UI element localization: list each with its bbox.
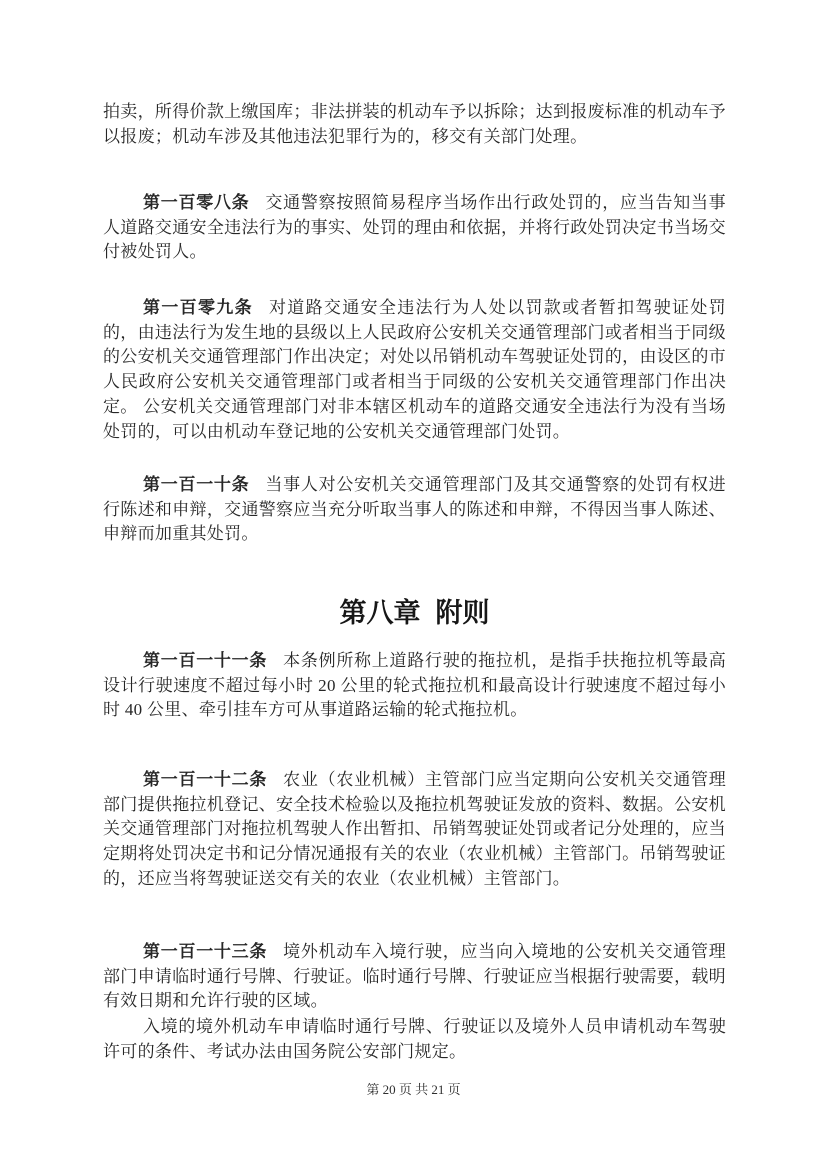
- paragraph-text: 当事人对公安机关交通管理部门及其交通警察的处罚有权进行陈述和申辩，交通警察应当充分听取当事人的陈述和申辩，不得因当事人陈述、申辩而加重其处罚。: [103, 475, 726, 544]
- para-article-110: [103, 473, 726, 547]
- para-article-111: [103, 649, 726, 723]
- article-number: 第一百零八条: [143, 193, 250, 212]
- article-number: 第一百一十三条: [143, 942, 268, 961]
- para-article-113: [103, 940, 726, 1014]
- paragraph-text: 公安机关交通管理部门对非本辖区机动车的道路交通安全违法行为没有当场处罚的，可以由机动车登记地的公安机关交通管理部门处罚。: [103, 397, 726, 441]
- para-article-113-sub: [103, 1015, 726, 1064]
- para-article-112: [103, 768, 726, 892]
- page-footer: [0, 1081, 827, 1099]
- article-number: 第一百一十一条: [143, 651, 268, 670]
- paragraph-text: 农业（农业机械）主管部门应当定期向公安机关交通管理部门提供拖拉机登记、安全技术检验以及拖拉机驾驶证发放的资料、数据。公安机关交通管理部门对拖拉机驾驶人作出暂扣、吊销驾驶证处罚或者记分处理的，应当定期将处罚决定书和记分情况通报有关的农业（农业机械）主管部门。吊销驾驶证的，还应当将驾驶证送交有关的农业（农业机械）主管部门。: [103, 770, 726, 888]
- para-continuation: [103, 100, 726, 149]
- paragraph-text: 对道路交通安全违法行为人处以罚款或者暂扣驾驶证处罚的，由违法行为发生地的县级以上人民政府公安机关交通管理部门或者相当于同级的公安机关交通管理部门作出决定；对处以吊销机动车驾驶证处罚的，由设区的市人民政府公安机关交通管理部门或者相当于同级的公安机关交通管理部门作出决定。: [103, 298, 726, 416]
- paragraph-text: 境外机动车入境行驶，应当向入境地的公安机关交通管理部门申请临时通行号牌、行驶证。临时通行号牌、行驶证应当根据行驶需要，载明有效日期和允许行驶的区域。: [103, 942, 726, 1011]
- article-number: 第一百一十条: [143, 475, 250, 494]
- chapter-heading: [103, 597, 726, 630]
- paragraph-text: 入境的境外机动车申请临时通行号牌、行驶证以及境外人员申请机动车驾驶许可的条件、考试办法由国务院公安部门规定。: [103, 1017, 726, 1061]
- para-article-108: [103, 191, 726, 265]
- chapter-title: 附则: [435, 598, 490, 628]
- chapter-number: 第八章: [339, 598, 421, 628]
- article-number: 第一百零九条: [143, 298, 253, 317]
- article-number: 第一百一十二条: [143, 770, 268, 789]
- paragraph-text: 本条例所称上道路行驶的拖拉机，是指手扶拖拉机等最高设计行驶速度不超过每小时 20 公里的轮式拖拉机和最高设计行驶速度不超过每小时 40 公里、牵引挂车方可从事道路运输的轮式拖拉机。: [103, 651, 726, 720]
- paragraph-text: 交通警察按照简易程序当场作出行政处罚的，应当告知当事人道路交通安全违法行为的事实、处罚的理由和依据，并将行政处罚决定书当场交付被处罚人。: [103, 193, 726, 262]
- para-article-109-sub: [103, 395, 726, 444]
- page-number-text: 第 20 页 共 21 页: [366, 1082, 461, 1097]
- paragraph-text: 拍卖，所得价款上缴国库；非法拼装的机动车予以拆除；达到报废标准的机动车予以报废；机动车涉及其他违法犯罪行为的，移交有关部门处理。: [103, 102, 726, 146]
